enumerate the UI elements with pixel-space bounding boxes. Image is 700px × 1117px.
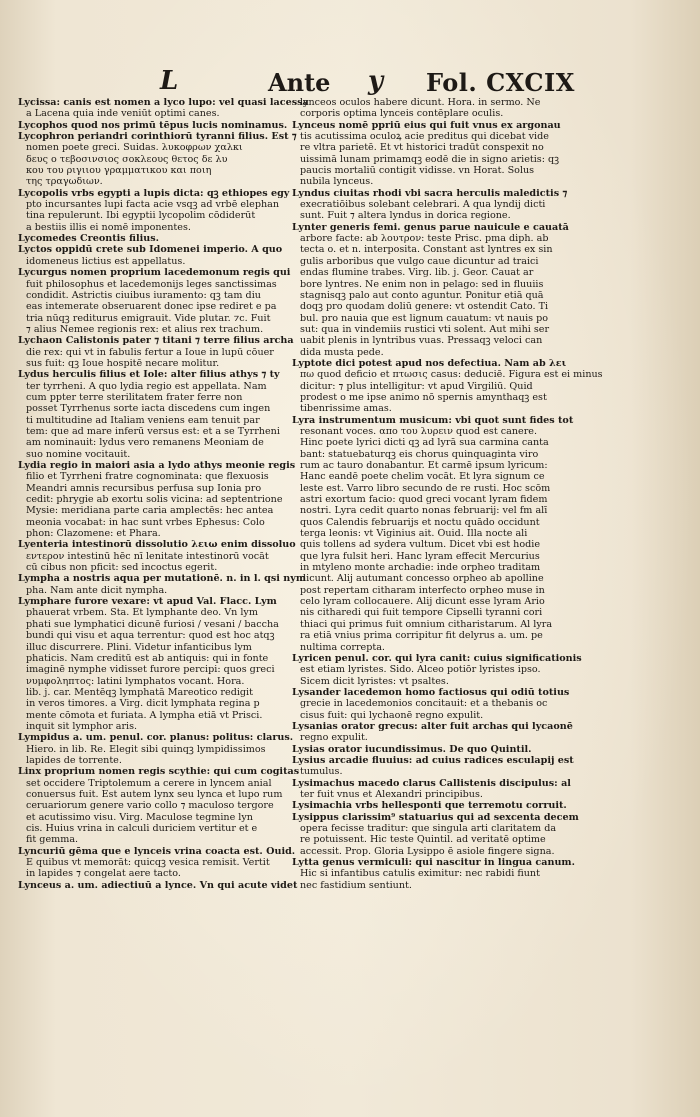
entry-text-line: pha. Nam ante dicit nympha. xyxy=(26,584,168,596)
signature-mark: y xyxy=(368,66,384,96)
entry-text-line: posset Tyrrhenus sorte iacta discedens cum ingen xyxy=(26,403,271,415)
entry-headword-line: Lynceus a. um. adiectiuū a lynce. Vn qui acute videt xyxy=(18,879,298,891)
entry-text-line: δευς ο τεβοσινσιος σοκλεους θετος δε λυ xyxy=(26,153,228,165)
entry-text-line: ra etiā vnius prima corripitur fit delyrus a. um. pe xyxy=(300,630,543,642)
entry-text-line: meonia vocabat: in hac sunt vrbes Ephesus: Colo xyxy=(26,516,265,528)
entry-text-line: ⁊ alius Nemee regionis rex: et alius rex trachum. xyxy=(26,323,264,335)
entry-headword-line: Lyctos oppidū crete sub Idomenei imperio. A quo xyxy=(18,244,283,256)
entry-text-line: sut: qua in vindemiis rustici vti solent. Aut mihi ser xyxy=(300,323,550,335)
entry-text-line: mente cōmota et furiata. A lympha etiā vt Prisci. xyxy=(26,709,263,721)
entry-headword-line: Lynceus nomē ppriū eius qui fuit vnus ex argonau xyxy=(292,119,561,131)
entry-text-line: celo lyram collocauere. Alij dicunt esse lyram Ario xyxy=(300,596,545,608)
entry-headword-line: Lycophron periandri corinthiorū tyranni filius. Est ⁊ xyxy=(18,131,297,143)
entry-text-line: πω quod deficio et πτωσις casus: deduciē. Figura est ei minus xyxy=(300,369,603,381)
entry-text-line: Hanc eandē poete chelim vocāt. Et lyra signum ce xyxy=(300,471,545,483)
entry-text-line: resonant voces. απο του λυρειν quod est canere. xyxy=(300,425,538,437)
entry-text-line: doqꝫ pro quodam doliū genere: vt ostendit Cato. Ti xyxy=(300,301,549,313)
entry-text-line: cisus fuit: qui lychaonē regno expulit. xyxy=(300,709,484,721)
entry-text-line: uabit plenis in lyntribus vuas. Pressaqꝫ veloci can xyxy=(300,335,543,347)
entry-text-line: dicunt. Alij autumant concesso orpheo ab apolline xyxy=(300,573,544,585)
entry-text-line: post repertam citharam interfecto orpheo muse in xyxy=(300,584,545,596)
entry-headword-line: Lycophos quod nos primū tēpus lucis nominamus. xyxy=(18,119,288,131)
entry-text-line: sus fuit: qꝫ Ioue hospitē necare molitur. xyxy=(26,357,220,369)
entry-text-line: Hic si infantibus catulis eximitur: nec rabidi fiunt xyxy=(300,868,540,880)
entry-text-line: lapides de torrente. xyxy=(26,754,122,766)
entry-headword-line: Lysimachus macedo clarus Callistenis discipulus: al xyxy=(292,777,571,789)
entry-headword-line: Lysius arcadie fluuius: ad cuius radices esculapij est xyxy=(292,754,574,766)
entry-text-line: Meandri amnis recursibus perfusa sup Ionia pro xyxy=(26,482,262,494)
entry-text-line: E quibus vt memorāt: quicqꝫ vesica remisit. Vertit xyxy=(26,857,270,869)
entry-text-line: set occidere Triptolemum a cerere in lyncem anial xyxy=(26,777,272,789)
entry-headword-line: Lytta genus vermiculi: qui nascitur in lingua canum. xyxy=(292,857,575,869)
entry-text-line: dicitur: ⁊ plus intelligitur: vt apud Virgiliū. Quid xyxy=(300,380,533,392)
entry-text-line: terga leonis: vt Viginius ait. Ouid. Illa nocte ali xyxy=(300,528,528,540)
left-text-column xyxy=(18,97,309,891)
entry-text-line: κου του ριγιιου γραμματικου και ποιη xyxy=(26,165,212,177)
entry-text-line: gulis arboribus que vulgo caue dicuntur ad traici xyxy=(300,255,539,267)
entry-text-line: quos Calendis februarijs et noctu quādo occidunt xyxy=(300,516,540,528)
entry-headword-line: Lynter generis femi. genus parue nauicule e cauatā xyxy=(292,221,569,233)
entry-text-line: ter fuit vnus et Alexandri principibus. xyxy=(300,788,483,800)
entry-text-line: Hinc poete lyrici dicti qꝫ ad lyrā sua carmina canta xyxy=(300,437,549,449)
entry-text-line: bul. pro nauia que est lignum cauatum: vt nauis po xyxy=(300,312,549,324)
entry-text-line: re vltra parietē. Et vt historici tradūt conspexit no xyxy=(300,142,544,154)
entry-text-line: corporis optima lynceis contēplare oculis. xyxy=(300,108,504,120)
entry-text-line: phati sue lymphatici dicunē furiosi / vesani / baccha xyxy=(26,618,279,630)
entry-text-line: cis. Huius vrina in calculi duriciem vertitur et e xyxy=(26,823,258,834)
entry-text-line: phauerat vrbem. Sta. Et lymphante deo. Vn lym xyxy=(26,607,258,619)
entry-text-line: opera fecisse traditur: que singula arti claritatem da xyxy=(300,823,557,834)
entry-headword-line: Lycomedes Creontis filius. xyxy=(18,233,159,245)
entry-text-line: que lyra fulsit heri. Hanc lyram effecit Mercurius xyxy=(300,550,540,562)
entry-text-line: inquit sit lymphor aris. xyxy=(26,720,138,732)
entry-text-line: Hiero. in lib. Re. Elegit sibi quinqꝫ lympidissimos xyxy=(26,743,266,755)
entry-text-line: Mysie: meridiana parte caria amplectēs: hec antea xyxy=(26,505,274,517)
entry-text-line: idomeneus lictius est appellatus. xyxy=(26,255,186,267)
entry-text-line: in mtyleno monte archadie: inde orpheo traditam xyxy=(300,562,541,574)
entry-headword-line: Lysanias orator grecus: alter fuit archas qui lycaonē xyxy=(292,720,573,732)
entry-text-line: eas intemerate obseruarent donec ipse rediret e pa xyxy=(26,301,277,313)
entry-text-line: fuit philosophus et lacedemonijs leges sanctissimas xyxy=(26,278,277,290)
entry-text-line: της τραγωδιων. xyxy=(26,176,103,188)
entry-text-line: cedit: phrygie ab exortu solis vicina: ad septentrione xyxy=(26,494,283,506)
entry-headword-line: Lysias orator iucundissimus. De quo Quintil. xyxy=(292,743,532,755)
entry-text-line: pto incursantes lupi facta acie vsqꝫ ad vrbē elephan xyxy=(26,199,280,211)
entry-text-line: tumulus. xyxy=(300,766,343,778)
entry-text-line: lynceos oculos habere dicunt. Hora. in sermo. Ne xyxy=(300,97,541,108)
entry-headword-line: Linx proprium nomen regis scythie: qui cum cogitas xyxy=(18,766,300,778)
entry-text-line: nubila lynceus. xyxy=(300,176,374,188)
entry-headword-line: Lympidus a. um. penul. cor. planus: politus: clarus. xyxy=(18,732,294,744)
entry-text-line: tina repulerunt. Ibi egyptii lycopolim cōdiderūt xyxy=(26,210,256,222)
entry-text-line: ti multitudine ad Italiam veniens eam tenuit par xyxy=(26,414,260,426)
running-head-word: Ante xyxy=(268,68,331,97)
entry-headword-line: Lymphare furore vexare: vt apud Val. Flacc. Lym xyxy=(18,596,277,608)
entry-text-line: Sicem dicit lyristes: vt psaltes. xyxy=(300,675,449,687)
entry-headword-line: Lycopolis vrbs egypti a lupis dicta: qꝫ ethiopes egy xyxy=(18,187,290,199)
entry-headword-line: Lympha a nostris aqua per mutationē. n. in l. qsi nym xyxy=(18,573,306,585)
entry-text-line: thiaci qui primus fuit omnium citharistarum. Al lyra xyxy=(300,618,553,630)
entry-text-line: imaginē nymphe vidisset furore percipi: quos greci xyxy=(26,664,275,676)
entry-headword-line: Lysander lacedemon homo factiosus qui odiū totius xyxy=(292,686,570,698)
entry-text-line: die rex: qui vt in fabulis fertur a Ioue in lupū cōuer xyxy=(26,346,274,358)
entry-text-line: sunt. Fuit ⁊ altera lyndus in dorica regione. xyxy=(300,210,511,222)
entry-text-line: phaticis. Nam creditū est ab antiquis: qui in fonte xyxy=(26,652,269,664)
entry-text-line: suo nomine vocitauit. xyxy=(26,448,131,460)
entry-text-line: in veros timores. a Virg. dicit lymphata regina p xyxy=(26,698,260,710)
entry-text-line: tis acutissima oculoꝝ acie preditus qui dicebat vide xyxy=(300,131,549,143)
entry-text-line: condidit. Astrictis ciuibus iuramento: qꝫ tam diu xyxy=(26,289,261,301)
entry-text-line: endas flumine trabes. Virg. lib. j. Geor. Cauat ar xyxy=(300,267,534,279)
entry-text-line: uissimā lunam primamqꝫ eodē die in signo arietis: qꝫ xyxy=(300,153,560,165)
signature-letter: L xyxy=(160,66,179,96)
entry-text-line: nultima correpta. xyxy=(300,641,385,653)
entry-text-line: nec fastidium sentiunt. xyxy=(300,879,412,891)
entry-text-line: filio et Tyrrheni fratre cognominata: que flexuosis xyxy=(26,471,269,483)
entry-text-line: execratiōibus solebant celebrari. A qua lyndij dicti xyxy=(300,199,546,211)
entry-text-line: tibenrissime amas. xyxy=(300,403,392,415)
entry-text-line: ceruariorum genere vario collo ⁊ maculoso tergore xyxy=(26,800,274,812)
right-text-column xyxy=(292,97,603,891)
entry-text-line: accessit. Prop. Gloria Lysippo ē asiole fingere signa. xyxy=(300,845,555,857)
entry-headword-line: Lychaon Calistonis pater ⁊ titani ⁊ terre filius archa xyxy=(18,335,294,347)
entry-headword-line: Lysimachia vrbs hellesponti que terremotu corruit. xyxy=(292,800,567,812)
entry-text-line: νυμφοληπτος: latini lymphatos vocant. Hora. xyxy=(26,675,245,687)
entry-text-line: cū cibus non pficit: sed incoctus egerit. xyxy=(26,562,218,574)
entry-text-line: quis tollens ad sydera vultum. Dicet vbi est hodie xyxy=(300,539,541,551)
entry-headword-line: Lycissa: canis est nomen a lyco lupo: vel quasi lacessa xyxy=(18,97,309,108)
entry-text-line: am nominauit: lydus vero remanens Meoniam de xyxy=(26,437,264,449)
entry-text-line: tecta o. et n. interposita. Constant ast lyntres ex sin xyxy=(300,244,553,256)
entry-text-line: est etiam lyristes. Sido. Alceo potiōr lyristes ipso. xyxy=(300,664,541,676)
entry-text-line: paucis mortaliū contigit vidisse. vn Horat. Solus xyxy=(300,165,535,177)
entry-text-line: fit gemma. xyxy=(26,834,79,846)
entry-text-line: ter tyrrheni. A quo lydia regio est appellata. Nam xyxy=(26,380,267,392)
entry-text-line: bant: statuebaturqꝫ eis chorus quinquaginta viro xyxy=(300,448,539,460)
entry-text-line: bundi qui visu et aqua terrentur: quod est hoc atqꝫ xyxy=(26,630,275,642)
entry-text-line: cum ppter terre sterilitatem frater ferre non xyxy=(26,391,243,403)
entry-text-line: leste est. Varro libro secundo de re rusti. Hoc scōm xyxy=(300,482,551,494)
entry-headword-line: Lycurgus nomen proprium lacedemonum regis qui xyxy=(18,267,291,279)
entry-text-line: bore lyntres. Ne enim non in pelago: sed in fluuiis xyxy=(300,278,544,290)
entry-text-line: illuc discurrere. Plini. Videtur infanticibus lym xyxy=(26,641,252,653)
entry-headword-line: Lyptote dici potest apud nos defectiua. Nam ab λει xyxy=(292,357,567,369)
entry-headword-line: Lyndus ciuitas rhodi vbi sacra herculis maledictis ⁊ xyxy=(292,187,568,199)
entry-text-line: dida musta pede. xyxy=(300,346,384,358)
entry-text-line: nomen poete greci. Suidas. λυκοφρων χαλκι xyxy=(26,142,243,154)
entry-text-line: εντερον intestinū hēc nī lenitate intestinorū vocāt xyxy=(26,550,269,562)
entry-text-line: rum ac tauro donabantur. Et carmē ipsum lyricum: xyxy=(300,460,548,471)
entry-text-line: a bestiis illis ei nomē imponentes. xyxy=(26,221,191,233)
entry-headword-line: Lydus herculis filius et Iole: alter filius athys ⁊ ty xyxy=(18,369,280,381)
entry-text-line: re potuissent. Hic teste Quintil. ad veritatē optime xyxy=(300,834,546,846)
entry-text-line: in lapides ⁊ congelat aere tacto. xyxy=(26,868,181,880)
entry-headword-line: Lyncuriū gēma que e lynceis vrina coacta est. Ouid. xyxy=(18,845,296,857)
entry-text-line: conuersus fuit. Est autem lynx seu lynca et lupo rum xyxy=(26,788,283,800)
entry-text-line: grecie in lacedemonios concitauit: et a thebanis oc xyxy=(300,698,548,710)
entry-headword-line: Lydia regio in maiori asia a lydo athys meonie regis xyxy=(18,460,296,471)
entry-text-line: a Lacena quia inde veniūt optimi canes. xyxy=(26,108,220,120)
entry-headword-line: Lysippus clarissim⁹ statuarius qui ad sexcenta decem xyxy=(292,811,579,823)
entry-text-line: arbore facte: ab λουτρον: teste Prisc. pma diph. ab xyxy=(300,233,549,245)
folio-number: Fol. CXCIX xyxy=(426,68,575,97)
entry-text-line: regno expulit. xyxy=(300,732,368,744)
entry-text-line: nostri. Lyra cedit quarto nonas februarij: vel fm alī xyxy=(300,505,548,517)
entry-text-line: tem: que ad mare inferū versus est: et a se Tyrrheni xyxy=(26,425,280,437)
entry-text-line: phon: Clazomene: et Phara. xyxy=(26,528,161,540)
entry-text-line: astri exortum facio: quod greci vocant lyram fidem xyxy=(300,494,548,506)
entry-headword-line: Lyenteria intestinorū dissolutio λειω enim dissoluo xyxy=(18,539,296,551)
entry-text-line: stagnisqꝫ palo aut conto aguntur. Ponitur etiā quā xyxy=(300,289,544,301)
entry-text-line: nis citharedi qui fuit tempore Cipselli tyranni cori xyxy=(300,607,543,619)
entry-headword-line: Lyricen penul. cor. qui lyra canit: cuius significationis xyxy=(292,652,582,664)
entry-text-line: et acutissimo visu. Virg. Maculose tegmine lyn xyxy=(26,811,253,823)
entry-text-line: tria nūqꝫ rediturus emigrauit. Vide plutar. ⁊c. Fuit xyxy=(26,312,271,324)
entry-text-line: prodest o me ipse animo nō spernis amynthaqꝫ est xyxy=(300,391,547,403)
entry-text-line: lib. j. car. Mentēqꝫ lymphatā Mareotico redigit xyxy=(26,686,253,698)
entry-headword-line: Lyra instrumentum musicum: vbi quot sunt fides tot xyxy=(292,414,574,426)
